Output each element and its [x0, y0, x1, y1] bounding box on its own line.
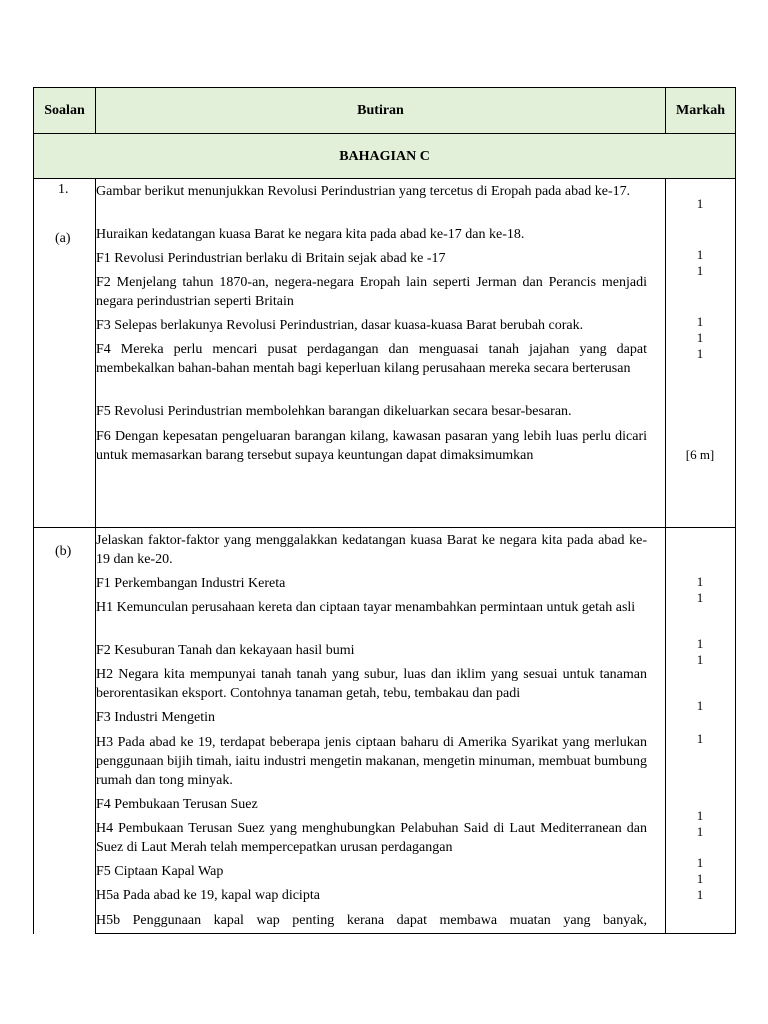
table-border-bottom	[95, 933, 736, 934]
answer-point: H1 Kemunculan perusahaan kereta dan ciptaan tayar menambahkan permintaan untuk getah asli	[96, 600, 636, 615]
mark-value: 1	[696, 808, 704, 823]
mark-value: 1	[696, 590, 704, 605]
mark-value: 1	[696, 731, 704, 746]
answer-point: H3 Pada abad ke 19, terdapat beberapa jenis ciptaan baharu di Amerika Syarikat yang merlukan penggunaan bijih timah, iaitu industri mengetin makanan, mengetin minuman, membuat bumbung rumah dan tong minyak.	[96, 735, 647, 788]
section-divider	[33, 178, 736, 179]
mark-value: 1	[696, 346, 704, 361]
header-divider	[33, 133, 736, 134]
header-markah: Markah	[676, 103, 725, 118]
question-part-a: (a)	[55, 231, 71, 246]
mark-value: 1	[696, 263, 704, 278]
mark-value: 1	[696, 574, 704, 589]
answer-point: F6 Dengan kepesatan pengeluaran barangan kilang, kawasan pasaran yang lebih luas perlu dicari untuk memasarkan barang tersebut supaya keuntungan dapat dimaksimumkan	[96, 429, 647, 463]
total-mark: [6 m]	[685, 447, 715, 462]
mark-value: 1	[696, 314, 704, 329]
answer-point: H5b Penggunaan kapal wap penting kerana dapat membawa muatan yang banyak,	[96, 913, 647, 928]
answer-point: F3 Selepas berlakunya Revolusi Perindustrian, dasar kuasa-kuasa Barat berubah corak.	[96, 318, 584, 333]
answer-point: F1 Revolusi Perindustrian berlaku di Britain sejak abad ke -17	[96, 251, 446, 266]
answer-point: F4 Pembukaan Terusan Suez	[96, 797, 258, 812]
table-border-left	[33, 87, 34, 934]
mark-value: 1	[696, 824, 704, 839]
answer-point: F5 Ciptaan Kapal Wap	[96, 864, 224, 879]
mark-value: 1	[696, 330, 704, 345]
table-border-top	[33, 87, 736, 88]
mark-value: 1	[696, 636, 704, 651]
section-title: BAHAGIAN C	[339, 149, 430, 164]
answer-point: H4 Pembukaan Terusan Suez yang menghubungkan Pelabuhan Said di Laut Mediterranean dan Suez di Laut Merah telah mempercepatkan urusan perdagangan	[96, 821, 647, 855]
mark-value: 1	[696, 247, 704, 262]
answer-point: F2 Menjelang tahun 1870-an, negera-negara Eropah lain seperti Jerman dan Perancis menjadi negara perindustrian seperti Britain	[96, 275, 647, 309]
answer-point: H2 Negara kita mempunyai tanah tanah yang subur, luas dan iklim yang sesuai untuk tanaman berorentasikan eksport. Contohnya tanaman getah, tebu, tembakau dan padi	[96, 667, 647, 701]
question-instruction: Jelaskan faktor-faktor yang menggalakkan kedatangan kuasa Barat ke negara kita pada abad ke-19 dan ke-20.	[96, 533, 647, 567]
table-border-right	[735, 87, 736, 934]
mark-value: 1	[696, 887, 704, 902]
question-part-b: (b)	[55, 544, 72, 559]
answer-point: H5a Pada abad ke 19, kapal wap dicipta	[96, 888, 320, 903]
row-divider	[33, 527, 736, 528]
mark-value: 1	[696, 871, 704, 886]
question-number: 1.	[58, 182, 69, 197]
answer-point: F3 Industri Mengetin	[96, 710, 215, 725]
answer-point: F4 Mereka perlu mencari pusat perdagangan dan menguasai tanah jajahan yang dapat membekalkan bahan-bahan mentah bagi keperluan kilang perusahaan mereka secara berterusan	[96, 342, 647, 376]
question-instruction: Huraikan kedatangan kuasa Barat ke negara kita pada abad ke-17 dan ke-18.	[96, 227, 525, 242]
mark-value: 1	[696, 196, 704, 211]
column-divider-right	[665, 178, 666, 934]
answer-point: F2 Kesuburan Tanah dan kekayaan hasil bumi	[96, 643, 355, 658]
header-soalan: Soalan	[44, 103, 85, 118]
question-text: Gambar berikut menunjukkan Revolusi Perindustrian yang tercetus di Eropah pada abad ke-17.	[96, 184, 631, 199]
mark-value: 1	[696, 652, 704, 667]
answer-point: F5 Revolusi Perindustrian membolehkan barangan dikeluarkan secara besar-besaran.	[96, 404, 572, 419]
header-butiran: Butiran	[357, 103, 404, 118]
answer-point: F1 Perkembangan Industri Kereta	[96, 576, 286, 591]
mark-value: 1	[696, 698, 704, 713]
mark-value: 1	[696, 855, 704, 870]
